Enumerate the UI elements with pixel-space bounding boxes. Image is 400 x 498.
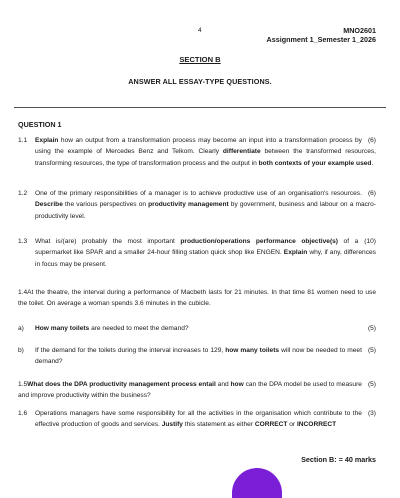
text-run: production/operations performance objective(s) — [180, 238, 339, 245]
item-text — [35, 323, 376, 334]
floating-widget-edge — [232, 468, 282, 498]
module-code: MNO2601 — [343, 26, 376, 35]
text-run: Justify — [161, 421, 183, 429]
page-number: 4 — [198, 27, 202, 34]
item-number: 1.1 — [18, 137, 28, 144]
item-number: 1.2 — [18, 190, 28, 197]
text-run: productivity management — [148, 201, 229, 209]
assignment-label: Assignment 1_Semester 1_2026 — [266, 35, 376, 44]
question-item — [18, 408, 376, 443]
text-run: CORRECT — [254, 421, 288, 429]
text-run: Explain — [35, 137, 59, 144]
item-number: 1.3 — [18, 238, 28, 245]
text-run: What does the DPA productivity management process entail — [27, 381, 216, 388]
text-run: how an output from a transformation process may become an input into a transformation process by using the example of Mercedes Benz and Telkom. Clearly — [35, 137, 362, 156]
question-item — [18, 379, 376, 403]
question-subitem — [18, 345, 376, 369]
item-text — [18, 287, 376, 310]
text-run: If the demand for the toilets during the interval increases to 129, — [35, 347, 226, 354]
item-marks: (6) — [367, 190, 376, 197]
text-run: this statement as either — [182, 421, 255, 429]
item-text — [35, 188, 376, 222]
text-run: how — [230, 381, 244, 388]
question-heading: QUESTION 1 — [18, 120, 62, 129]
question-item — [18, 135, 376, 181]
item-text — [35, 345, 376, 368]
text-run: Operations managers have some responsibility for all the activities in the organisation which contribute to the effective production of goods and services. — [35, 410, 362, 429]
item-marks: (3) — [367, 410, 376, 417]
question-item — [18, 287, 376, 322]
item-number: b) — [18, 347, 24, 354]
item-text — [35, 236, 376, 270]
text-run: the various perspectives on — [62, 201, 149, 209]
section-instruction: ANSWER ALL ESSAY-TYPE QUESTIONS. — [128, 77, 272, 86]
item-text — [18, 379, 376, 402]
text-run: between the transformed resources, transforming resources, the type of transformation process and the output in — [35, 148, 377, 167]
text-run: by government, business and labour on a macro-productivity level. — [35, 201, 376, 220]
text-run: of a supermarket like SPAR and a smaller 24-hour filling station quick shop like ENGEN. — [35, 238, 359, 257]
item-number: a) — [18, 325, 24, 332]
question-item — [18, 236, 376, 271]
text-run: will now be needed to meet demand? — [35, 347, 362, 366]
text-run: both contexts of your example used — [258, 159, 372, 167]
text-run: and — [215, 381, 231, 388]
document-code — [196, 26, 376, 44]
text-run: 1.5 — [18, 381, 28, 388]
text-run: why, if any, differences in focus may be present. — [35, 249, 376, 268]
item-marks: (5) — [367, 325, 376, 332]
text-run: are needed to meet the demand? — [89, 325, 189, 332]
text-run: Describe — [35, 201, 63, 209]
text-run: 1.4At the theatre, the interval during a performance of Macbeth lasts for 21 minutes. In that time 81 women need to use the toilet. On average a woman spends 3.6 minutes in the cubicle. — [18, 289, 376, 308]
text-run: One of the primary responsibilities of a manager is to achieve productive use of an organisation's resources. — [35, 190, 362, 197]
question-item — [18, 188, 376, 223]
section-title: SECTION B — [179, 55, 221, 64]
item-marks: (5) — [367, 347, 376, 354]
divider-line — [14, 107, 386, 108]
item-marks: (6) — [367, 137, 376, 144]
item-text — [35, 135, 376, 169]
text-run: can the DPA model be used to measure and improve productivity within the business? — [18, 381, 362, 400]
text-run: how many toilets — [225, 347, 280, 354]
text-run: or — [287, 421, 297, 429]
item-text — [35, 408, 376, 431]
section-total: Section B: = 40 marks — [301, 455, 376, 464]
text-run: How many toilets — [35, 325, 90, 332]
text-run: . — [371, 159, 374, 167]
item-number: 1.6 — [18, 410, 28, 417]
text-run: Explain — [283, 249, 308, 257]
item-marks: (10) — [364, 238, 376, 245]
text-run: What is/(are) probably the most important — [35, 238, 181, 245]
item-marks: (5) — [367, 381, 376, 388]
text-run: differentiate — [222, 148, 261, 156]
text-run: INCORRECT — [296, 421, 337, 429]
question-subitem — [18, 323, 376, 335]
